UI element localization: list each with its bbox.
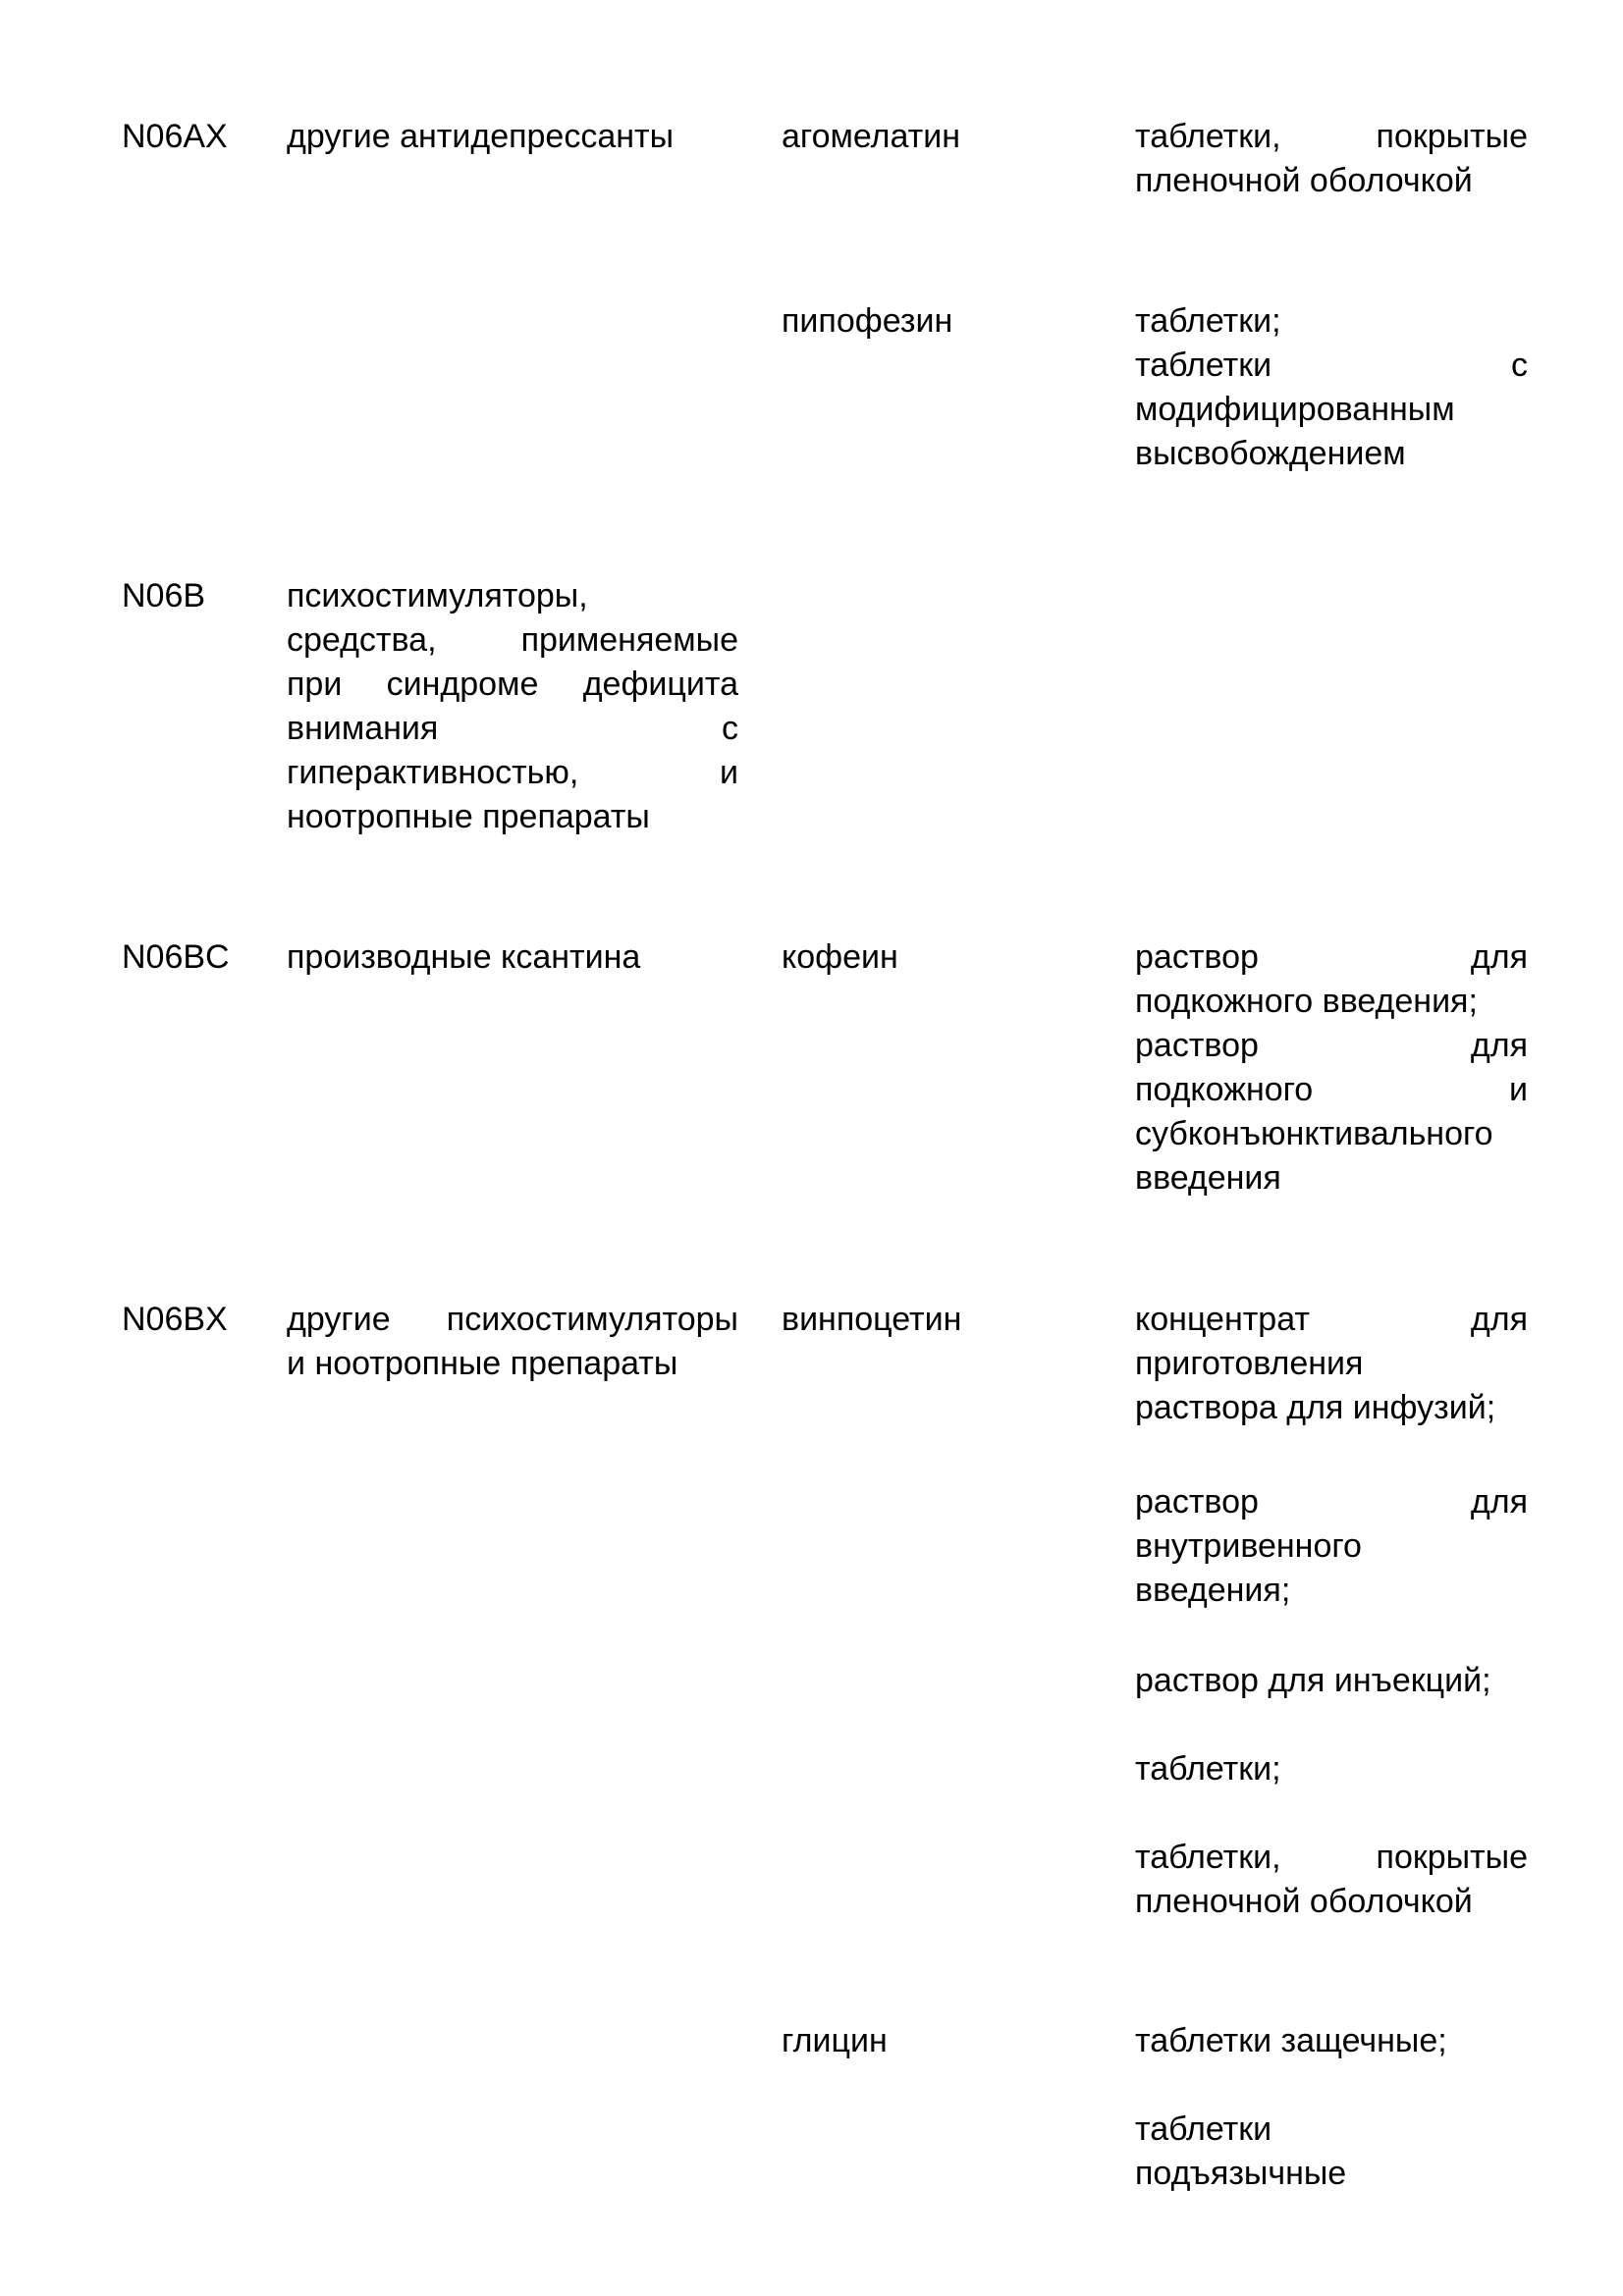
group-name [287,1298,738,1386]
group-line: гиперактивностью, и [287,754,738,791]
atc-code: N06BX [122,1301,228,1338]
form-line: внутривенного [1135,1527,1362,1565]
group-line: средства, применяемые [287,621,738,659]
dosage-form [1135,115,1528,203]
dosage-form [1135,1659,1528,1703]
drug-name: пипофезин [782,302,953,340]
group-line: производные ксантина [287,938,641,976]
dosage-form [1135,2019,1528,2063]
drug-name: агомелатин [782,118,960,155]
group-line: другие антидепрессанты [287,118,675,155]
group-line: внимания с [287,710,738,747]
form-line: введения [1135,1159,1281,1197]
form-line: раствор для инъекций; [1135,1662,1491,1699]
atc-code: N06B [122,577,206,614]
form-line: подкожного введения; [1135,983,1478,1020]
form-line: таблетки; [1135,302,1281,340]
form-line: раствор для [1135,1483,1528,1521]
form-line: раствор для [1135,938,1528,976]
group-name [287,115,738,159]
dosage-form [1135,299,1528,476]
drug-name: кофеин [782,938,898,976]
form-line: подъязычные [1135,2155,1347,2192]
group-name [287,935,738,980]
dosage-form [1135,1747,1528,1791]
dosage-form [1135,2108,1528,2196]
group-line: при синдроме дефицита [287,666,738,703]
group-name [287,574,738,839]
form-line: концентрат для [1135,1301,1528,1338]
form-line: пленочной оболочкой [1135,162,1473,199]
drug-name: винпоцетин [782,1301,962,1338]
drug-name: глицин [782,2022,888,2059]
dosage-form [1135,1836,1528,1924]
form-line: подкожного и [1135,1071,1528,1108]
form-line: введения; [1135,1572,1291,1609]
form-line: таблетки с [1135,347,1528,384]
group-line: другие психостимуляторы [287,1301,738,1338]
form-line: приготовления [1135,1345,1364,1382]
form-line: таблетки защечные; [1135,2022,1447,2059]
form-line: пленочной оболочкой [1135,1883,1473,1920]
form-line: таблетки, покрытые [1135,118,1528,155]
group-line: и ноотропные препараты [287,1345,678,1382]
form-line: таблетки [1135,2110,1272,2148]
form-line: раствора для инфузий; [1135,1389,1496,1426]
form-line: модифицированным [1135,391,1455,428]
atc-code: N06AX [122,118,228,155]
form-line: высвобождением [1135,435,1406,472]
form-line: таблетки; [1135,1750,1281,1788]
form-line: таблетки, покрытые [1135,1839,1528,1876]
dosage-form [1135,1298,1528,1430]
dosage-form [1135,1480,1528,1613]
atc-code: N06BC [122,938,230,976]
group-line: психостимуляторы, [287,577,588,614]
form-line: субконъюнктивального [1135,1115,1493,1152]
group-line: ноотропные препараты [287,798,650,835]
form-line: раствор для [1135,1027,1528,1064]
dosage-form [1135,935,1528,1201]
